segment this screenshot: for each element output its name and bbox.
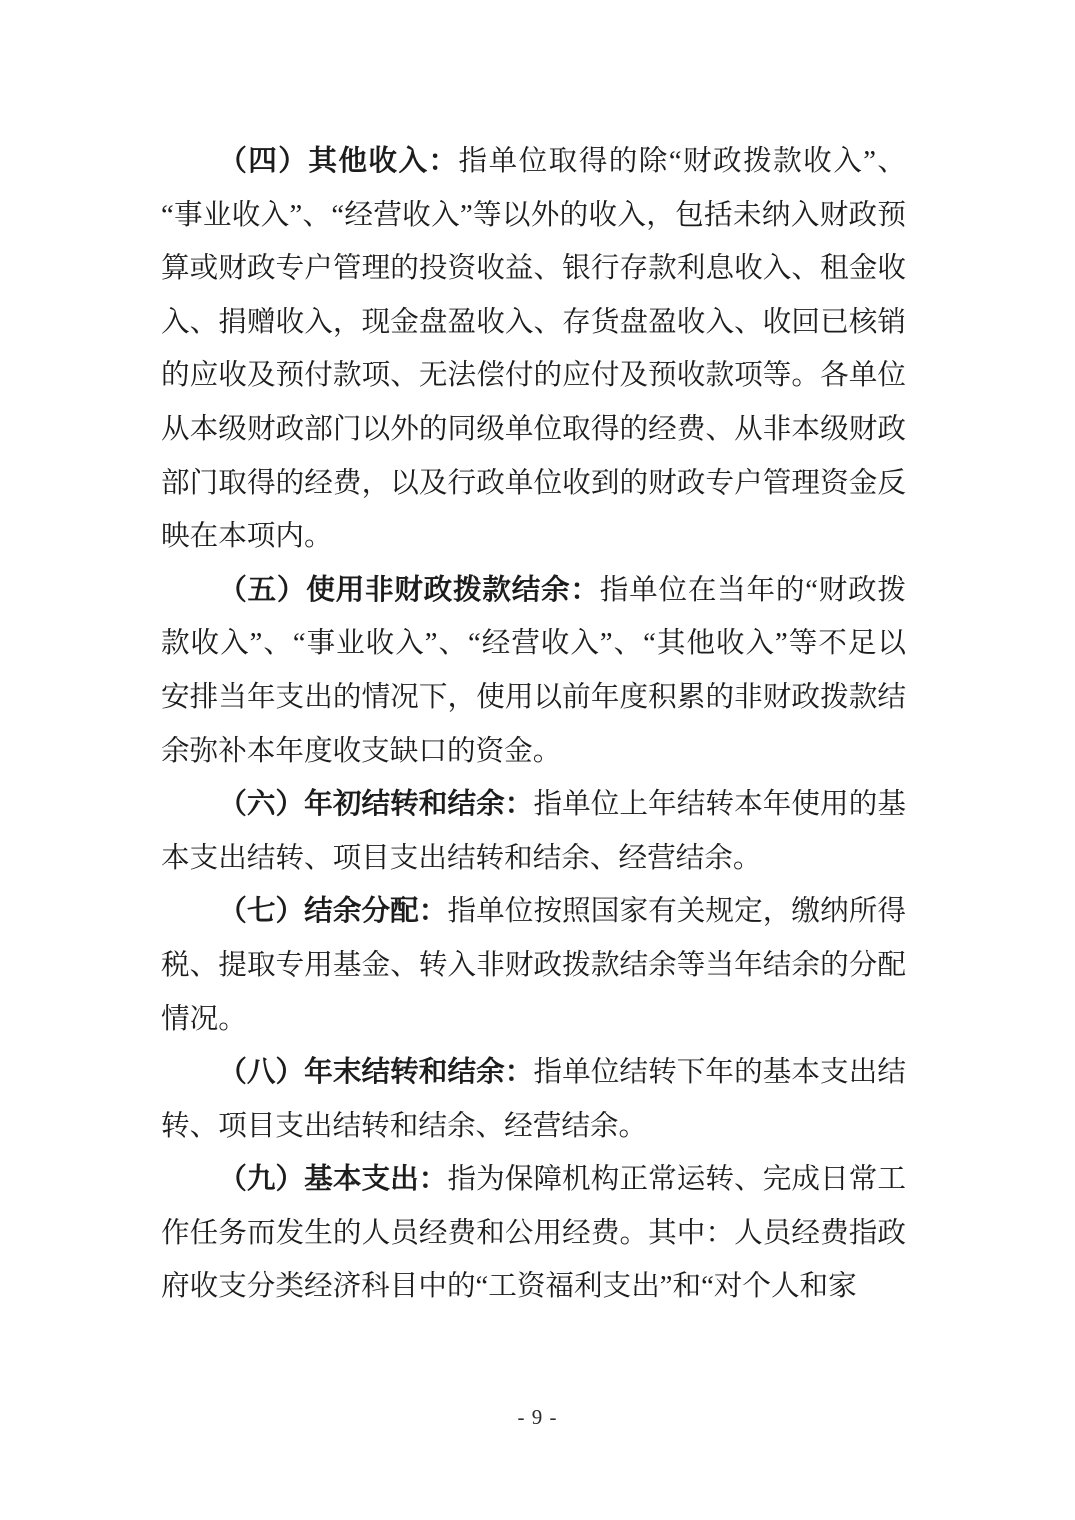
definition-term: （七）结余分配：: [218, 896, 448, 928]
definition-text: 指为保障机构正常运转、完成日常工作任务而发生的人员经费和公用经费。其中：人员经费指政府收支分类经济科目中的“工资福利支出”和“对个人和家: [161, 1164, 906, 1303]
definition-text: 指单位上年结转本年使用的基本支出结转、项目支出结转和结余、经营结余。: [161, 789, 906, 874]
definition-term: （四）其他收入：: [218, 146, 459, 177]
page-number: - 9 -: [517, 1405, 558, 1429]
definition-paragraph: [161, 778, 906, 885]
definition-text: 指单位在当年的“财政拨款收入”、“事业收入”、“经营收入”、“其他收入”等不足以安排当年支出的情况下，使用以前年度积累的非财政拨款结余弥补本年度收支缺口的资金。: [161, 574, 906, 767]
definition-term: （九）基本支出：: [218, 1164, 448, 1196]
definition-term: （八）年末结转和结余：: [218, 1057, 534, 1089]
definition-paragraph: [161, 885, 906, 1046]
definition-paragraph: [161, 1046, 906, 1153]
definition-paragraph: [161, 135, 906, 564]
definition-term: （五）使用非财政拨款结余：: [218, 574, 600, 606]
definition-text: 指单位结转下年的基本支出结转、项目支出结转和结余、经营结余。: [161, 1057, 906, 1142]
definition-text: 指单位取得的除“财政拨款收入”、“事业收入”、“经营收入”等以外的收入，包括未纳入财政预算或财政专户管理的投资收益、银行存款利息收入、租金收入、捐赠收入，现金盘盈收入、存货盘盈收入、收回已核销的应收及预付款项、无法偿付的应付及预收款项等。各单位从本级财政部门以外的同级单位取得的经费、从非本级财政部门取得的经费，以及行政单位收到的财政专户管理资金反映在本项内。: [161, 146, 906, 553]
definition-paragraph: [161, 1153, 906, 1314]
document-body: [161, 135, 906, 1314]
definition-paragraph: [161, 564, 906, 778]
definition-text: 指单位按照国家有关规定，缴纳所得税、提取专用基金、转入非财政拨款结余等当年结余的分配情况。: [161, 896, 906, 1035]
definition-term: （六）年初结转和结余：: [218, 789, 534, 821]
